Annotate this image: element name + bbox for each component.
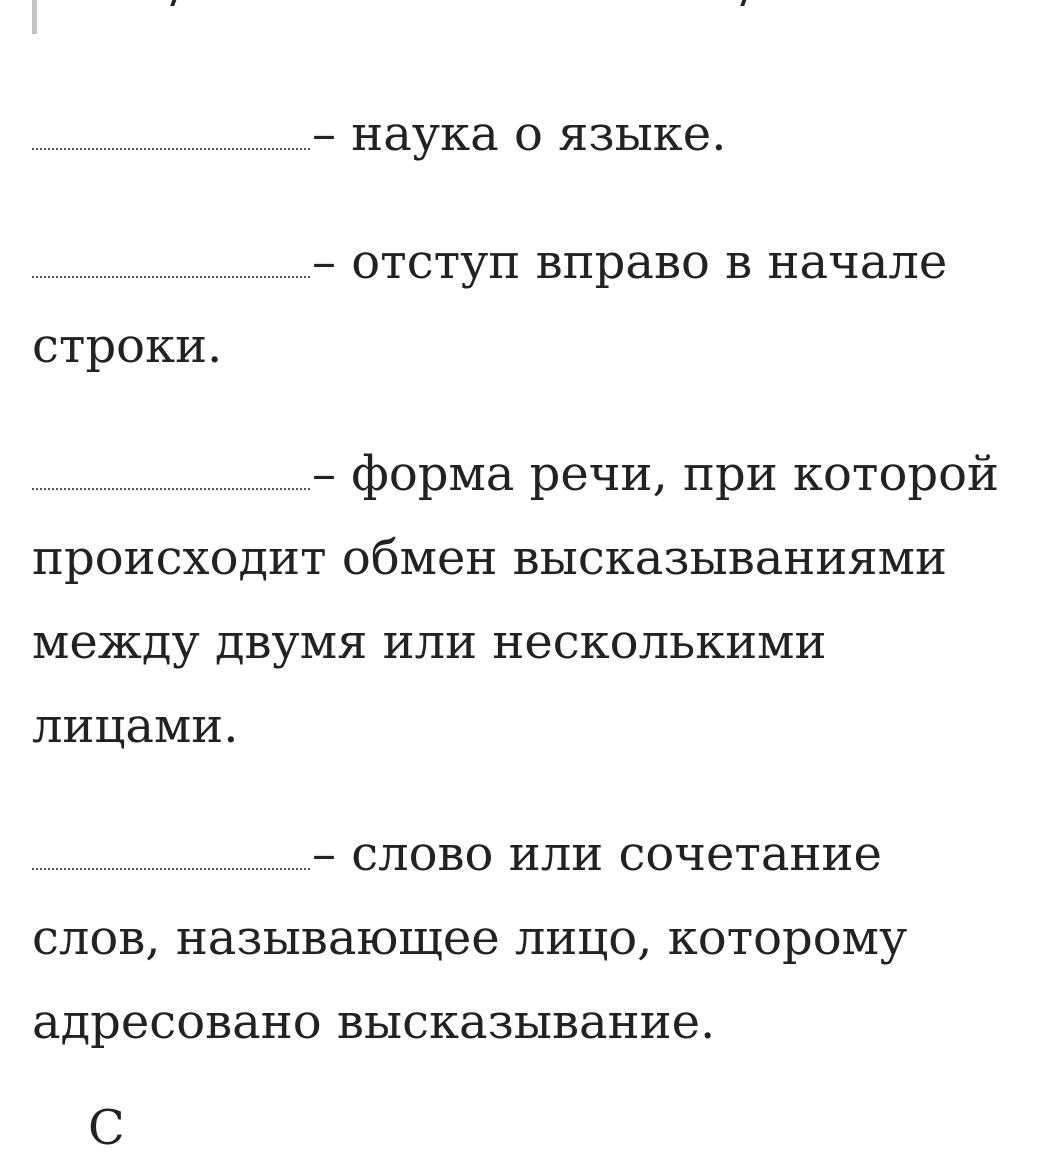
exercise-list xyxy=(32,92,1012,1108)
answer-blank[interactable] xyxy=(32,458,310,490)
answer-blank[interactable] xyxy=(32,118,310,150)
answer-blank[interactable] xyxy=(32,838,310,870)
cut-off-next-line: С xyxy=(88,1100,125,1156)
exercise-item xyxy=(32,220,1012,388)
blockquote-bar xyxy=(32,0,37,34)
exercise-item xyxy=(32,812,1012,1064)
exercise-item xyxy=(32,92,1012,176)
cut-off-glyph xyxy=(740,0,748,6)
definition-text: – форма речи, при которой происходит обмен высказываниями между двумя или несколькими лицами. xyxy=(32,446,999,754)
definition-text: – слово или сочетание слов, называющее лицо, которому адресовано высказывание. xyxy=(32,826,908,1050)
cut-off-glyph xyxy=(170,0,178,6)
cut-off-heading xyxy=(130,0,950,6)
definition-text: – наука о языке. xyxy=(312,106,727,162)
exercise-item xyxy=(32,432,1012,768)
answer-blank[interactable] xyxy=(32,246,310,278)
definition-text: – отступ вправо в начале строки. xyxy=(32,234,948,374)
